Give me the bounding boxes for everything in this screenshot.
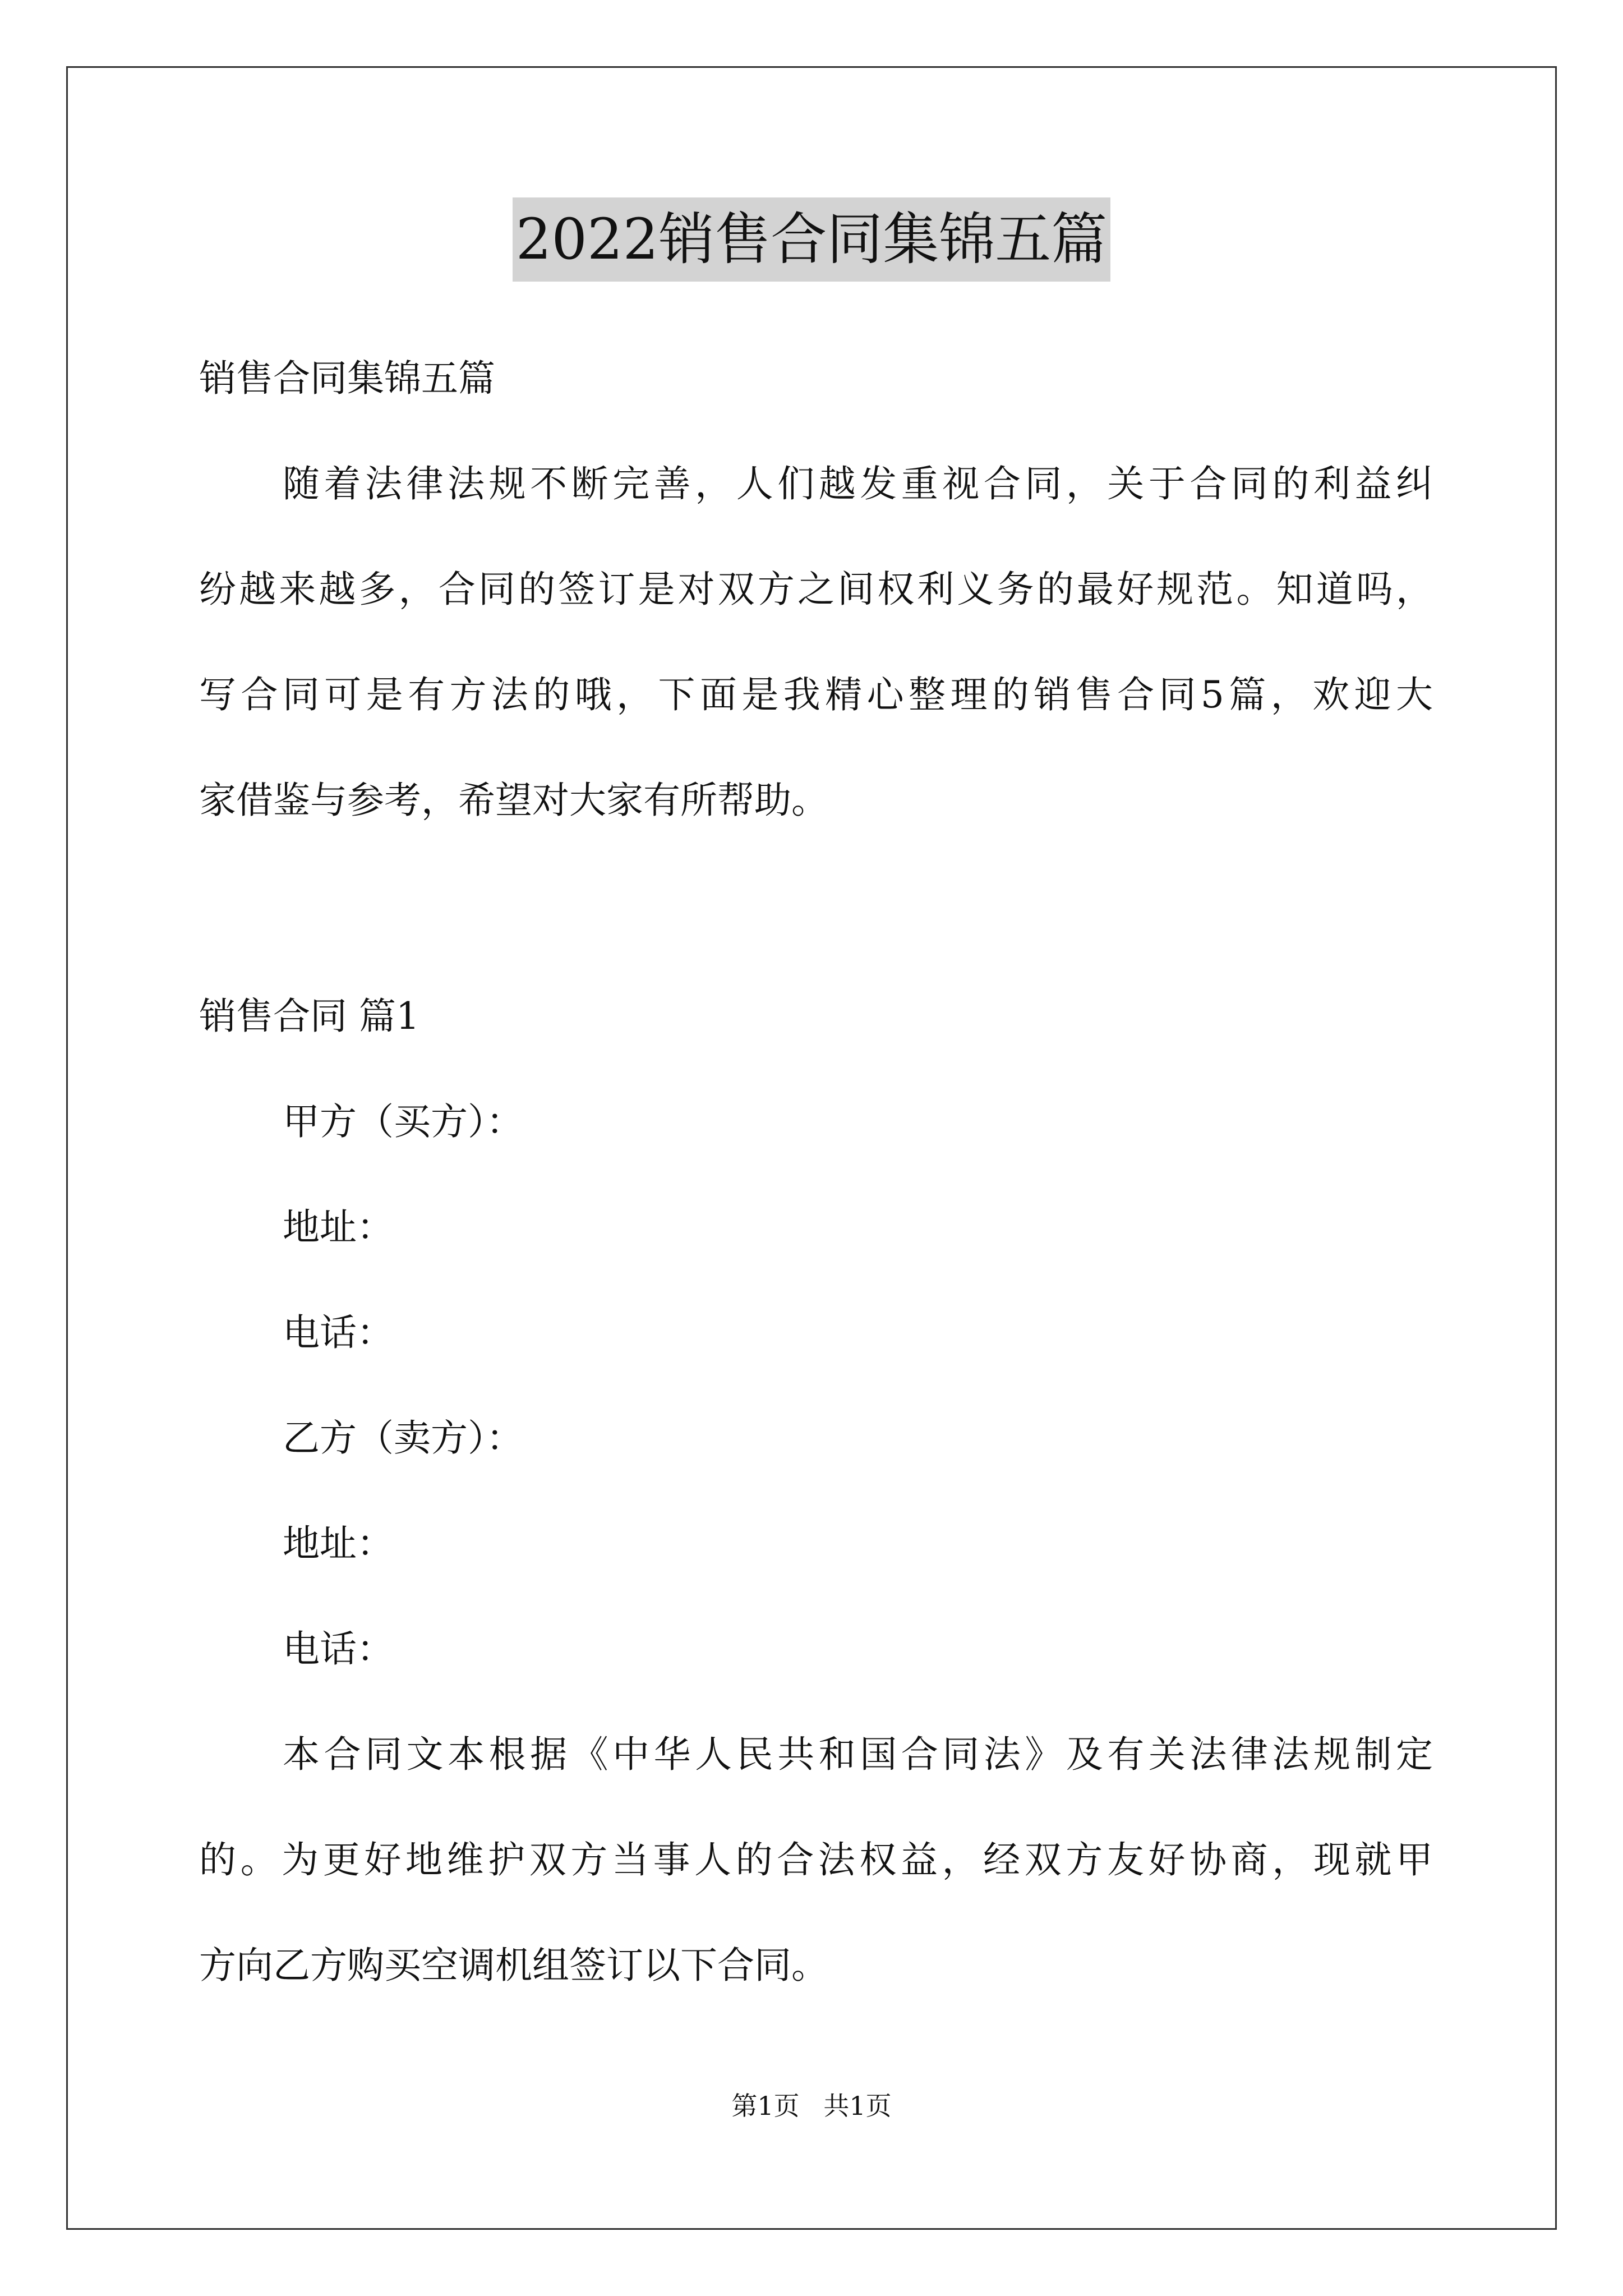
intro-line: 家借鉴与参考，希望对大家有所帮助。 <box>199 779 828 822</box>
page-total: 共1页 <box>823 2091 892 2121</box>
party-b-phone: 电话： <box>283 1627 394 1671</box>
party-a-label: 甲方（买方）： <box>283 1100 523 1143</box>
body-line: 本合同文本根据《中华人民共和国合同法》及有关法律法规制定 <box>283 1733 1433 1776</box>
body-line: 方向乙方购买空调机组签订以下合同。 <box>199 1944 828 1987</box>
party-b-address: 地址： <box>283 1522 394 1565</box>
party-b-label: 乙方（卖方）： <box>283 1416 523 1460</box>
body-line: 的。为更好地维护双方当事人的合法权益，经双方友好协商，现就甲 <box>199 1838 1433 1881</box>
intro-line: 纷越来越多，合同的签订是对双方之间权利义务的最好规范。知道吗， <box>199 568 1433 611</box>
document-title <box>0 197 1623 282</box>
page-footer <box>0 2089 1623 2123</box>
intro-line: 写合同可是有方法的哦，下面是我精心整理的销售合同5篇，欢迎大 <box>199 673 1433 716</box>
party-a-address: 地址： <box>283 1205 394 1249</box>
document-subtitle: 销售合同集锦五篇 <box>199 357 495 400</box>
page-current: 第1页 <box>731 2091 800 2121</box>
section-heading: 销售合同 篇1 <box>199 995 419 1038</box>
intro-line: 随着法律法规不断完善，人们越发重视合同，关于合同的利益纠 <box>283 462 1433 505</box>
document-title-text: 2022销售合同集锦五篇 <box>513 197 1111 282</box>
party-a-phone: 电话： <box>283 1311 394 1354</box>
